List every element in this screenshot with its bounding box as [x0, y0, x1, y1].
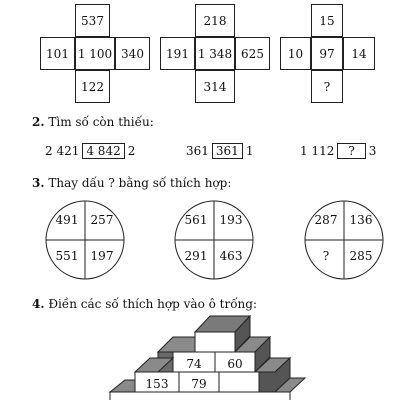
- cross-center-cell: 97: [311, 37, 343, 70]
- section-4-title: [32, 297, 257, 311]
- cross-left-cell: 10: [280, 37, 311, 70]
- circle-bottom-right: 463: [219, 249, 243, 263]
- circle-puzzle-3: [303, 199, 385, 281]
- item-right-number: 2: [127, 144, 136, 158]
- cross-top-cell: 15: [311, 4, 343, 37]
- section-title-text: Thay dấu ? bằng số thích hợp:: [48, 176, 232, 190]
- section-3-title: [32, 176, 231, 190]
- cross-top-cell: 218: [195, 4, 235, 37]
- circle-bottom-right: 285: [349, 249, 373, 263]
- cross-right-cell: 340: [115, 37, 150, 70]
- brick-value-2: 60: [227, 357, 243, 371]
- circle-bottom-left: 291: [184, 249, 208, 263]
- circle-outline: [303, 199, 385, 281]
- item-left-number: 361: [186, 144, 209, 158]
- item-box-number: 361: [212, 143, 243, 159]
- circle-top-left: 561: [184, 213, 208, 227]
- cross-left-cell: 101: [40, 37, 75, 70]
- section-title-text: Điền các số thích hợp vào ô trống:: [48, 297, 257, 311]
- cross-center-cell: 1 348: [195, 37, 235, 70]
- cross-bottom-cell: 122: [75, 70, 110, 103]
- item-left-number: 1 112: [300, 144, 335, 158]
- section-2-title: [32, 115, 154, 129]
- cross-bottom-cell: 314: [195, 70, 235, 103]
- section-number: 4.: [32, 297, 45, 311]
- cross-right-cell: 14: [343, 37, 375, 70]
- circle-bottom-left: 551: [55, 249, 79, 263]
- missing-number-item-3: [300, 143, 376, 159]
- cross-puzzle-3: [280, 4, 390, 104]
- missing-number-item-2: [186, 143, 253, 159]
- item-left-number: 2 421: [45, 144, 80, 158]
- circle-top-right: 136: [349, 213, 373, 227]
- cross-bottom-cell: ?: [311, 70, 343, 103]
- circle-puzzle-2: [173, 199, 255, 281]
- cross-center-cell: 1 100: [75, 37, 115, 70]
- item-box-number: 4 842: [82, 143, 124, 159]
- circle-puzzle-1: [44, 199, 126, 281]
- cross-left-cell: 191: [160, 37, 195, 70]
- circle-bottom-right: 197: [90, 249, 114, 263]
- item-box-number: ?: [337, 143, 365, 159]
- cross-puzzle-2: [160, 4, 290, 104]
- brick-value-4: 79: [191, 377, 207, 391]
- circle-top-left: 287: [314, 213, 338, 227]
- cross-right-cell: 625: [235, 37, 270, 70]
- item-right-number: 3: [368, 144, 377, 158]
- cross-puzzle-1: [40, 4, 160, 104]
- section-number: 2.: [32, 115, 45, 129]
- cross-top-cell: 537: [75, 4, 110, 37]
- brick-value-3: 153: [145, 377, 169, 391]
- section-title-text: Tìm số còn thiếu:: [48, 115, 154, 129]
- circle-outline: [173, 199, 255, 281]
- item-right-number: 1: [245, 144, 254, 158]
- circle-top-right: 257: [90, 213, 114, 227]
- circle-top-left: 491: [55, 213, 79, 227]
- circle-outline: [44, 199, 126, 281]
- missing-number-item-1: [45, 143, 135, 159]
- circle-top-right: 193: [219, 213, 243, 227]
- section-number: 3.: [32, 176, 45, 190]
- brick-value-1: 74: [186, 357, 202, 371]
- circle-bottom-left: ?: [322, 249, 330, 263]
